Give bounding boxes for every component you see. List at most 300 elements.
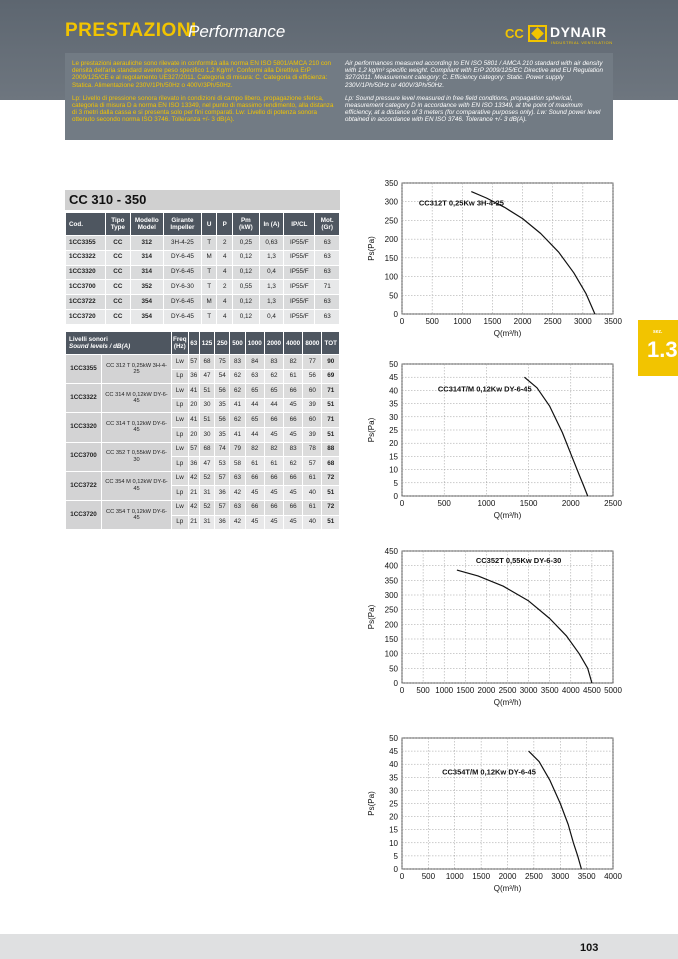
table-cell: 1,3 [259,295,284,310]
sound-value: 51 [322,427,340,442]
table-cell: 0,4 [259,265,284,280]
table-cell: DY-6-45 [164,309,202,324]
sound-value: 20 [188,398,199,413]
table-cell: 354 [130,309,163,324]
x-tick-label: 2500 [543,317,562,326]
x-tick-label: 2500 [498,686,517,695]
y-tick-label: 15 [389,452,398,462]
y-tick-label: 50 [389,734,398,743]
sound-value: 47 [199,457,214,472]
sound-value: 62 [230,413,245,428]
y-tick-label: 10 [389,838,398,848]
x-tick-label: 4500 [583,686,601,695]
sound-level-type: Lw [171,384,188,399]
sound-value: 65 [245,413,264,428]
section-tab-number: 1.3 [647,337,678,362]
sound-value: 41 [188,384,199,399]
y-axis-label: Ps(Pa) [367,791,376,816]
freq-column-header: 500 [230,332,245,355]
sound-value: 36 [215,486,230,501]
x-tick-label: 3000 [573,317,592,326]
y-tick-label: 5 [393,478,398,488]
sound-value: 61 [284,369,303,384]
y-tick-label: 35 [389,399,398,409]
table-cell: 63 [315,265,340,280]
column-header: P [217,213,233,236]
x-tick-label: 1500 [519,499,538,508]
table-cell: 352 [130,280,163,295]
table-cell: IP55/F [284,309,315,324]
y-axis-label: Ps(Pa) [367,604,376,630]
sound-value: 41 [230,398,245,413]
sound-value: 41 [230,427,245,442]
sound-value: 45 [245,515,264,530]
freq-column-header: 8000 [303,332,322,355]
table-cell: DY-6-45 [164,250,202,265]
sound-value: 71 [322,413,340,428]
sound-value: 61 [303,500,322,515]
table-cell: 4 [217,295,233,310]
sound-value: 66 [264,500,283,515]
column-header: Mot. (Gr) [315,213,340,236]
sound-value: 90 [322,355,340,370]
sound-value: 62 [230,369,245,384]
sound-value: 52 [199,471,214,486]
sound-value: 63 [230,471,245,486]
table-cell: 0,12 [233,250,260,265]
sound-level-type: Lp [171,457,188,472]
table-cell: IP55/F [284,265,315,280]
table-cell: 71 [315,280,340,295]
table-cell: 314 [130,250,163,265]
y-tick-label: 200 [384,235,398,245]
sound-level-type: Lw [171,442,188,457]
sound-value: 35 [215,427,230,442]
sound-value: 45 [264,486,283,501]
x-tick-label: 1000 [477,499,496,508]
table-cell: CC [106,309,131,324]
y-tick-label: 40 [389,760,398,770]
x-axis-label: Q(m³/h) [493,511,522,520]
sound-value: 31 [199,515,214,530]
table-cell: 1CC3722 [66,295,106,310]
sound-value: 31 [199,486,214,501]
y-tick-label: 150 [384,635,398,644]
sound-value: 82 [284,355,303,370]
sound-model-code: 1CC3722 [66,471,102,500]
table-cell: IP55/F [284,280,315,295]
table-cell: 63 [315,295,340,310]
sound-value: 77 [303,355,322,370]
section-title: CC 310 - 350 [65,190,340,210]
sound-levels-label-en: Sound levels / dB(A) [69,343,131,350]
freq-column-header: 250 [215,332,230,355]
sound-value: 35 [215,398,230,413]
sound-model-desc: CC 352 T 0,55kW DY-6-30 [102,442,172,471]
curve-label: CC352T 0,55Kw DY-6-30 [475,555,562,565]
sound-value: 83 [264,355,283,370]
table-cell: 0,63 [259,236,284,251]
sound-value: 44 [245,427,264,442]
table-cell: 3H-4-25 [164,236,202,251]
sound-level-type: Lw [171,355,188,370]
sound-value: 54 [215,369,230,384]
sound-value: 66 [264,471,283,486]
sound-value: 66 [245,500,264,515]
freq-column-header: TOT [322,332,340,355]
sound-level-type: Lp [171,369,188,384]
y-tick-label: 40 [389,386,398,396]
series-code: CC [505,26,524,41]
table-cell: T [201,280,217,295]
x-tick-label: 0 [399,499,405,508]
sound-value: 88 [322,442,340,457]
sound-value: 82 [264,442,283,457]
curve-label: CC312T 0,25Kw 3H-4-25 [418,198,504,208]
table-cell: 0,25 [233,236,260,251]
column-header: Cod. [66,213,106,236]
x-tick-label: 500 [437,499,451,508]
sound-value: 56 [215,384,230,399]
y-tick-label: 250 [384,216,398,226]
x-tick-label: 1000 [445,872,464,881]
column-header: IP/CL [284,213,315,236]
table-cell: M [201,295,217,310]
table-cell: CC [106,236,131,251]
x-tick-label: 2000 [513,317,532,326]
sound-value: 62 [230,384,245,399]
sound-model-desc: CC 354 T 0,12kW DY-6-45 [102,500,172,529]
y-tick-label: 35 [389,773,398,783]
performance-chart [367,179,622,338]
brand-name: DYNAIR [550,24,607,40]
x-axis-label: Q(m³/h) [493,329,522,338]
table-cell: T [201,309,217,324]
sound-value: 57 [188,355,199,370]
curve-label: CC354T/M 0,12Kw DY-6-45 [442,767,536,777]
sound-value: 62 [284,457,303,472]
table-cell: 63 [315,250,340,265]
sound-value: 53 [215,457,230,472]
y-tick-label: 5 [393,851,398,861]
sound-value: 57 [303,457,322,472]
x-tick-label: 4000 [561,686,580,695]
sound-value: 51 [322,398,340,413]
sound-value: 45 [284,486,303,501]
sound-value: 57 [188,442,199,457]
sound-value: 42 [230,515,245,530]
sound-value: 41 [188,413,199,428]
sound-value: 66 [264,413,283,428]
sound-model-code: 1CC3700 [66,442,102,471]
sound-value: 45 [245,486,264,501]
sound-value: 79 [230,442,245,457]
x-tick-label: 2500 [524,872,543,881]
sound-value: 62 [264,369,283,384]
sound-value: 78 [303,442,322,457]
table-cell: T [201,236,217,251]
x-tick-label: 1500 [456,686,475,695]
y-tick-label: 0 [393,492,398,501]
x-tick-label: 0 [399,317,405,326]
sound-value: 68 [199,442,214,457]
sound-value: 82 [245,442,264,457]
freq-column-header: 125 [199,332,214,355]
sound-level-type: Lp [171,427,188,442]
x-tick-label: 1000 [435,686,454,695]
table-cell: 63 [315,236,340,251]
sound-value: 72 [322,500,340,515]
table-cell: DY-6-30 [164,280,202,295]
freq-column-header: 1000 [245,332,264,355]
sound-model-code: 1CC3320 [66,413,102,442]
y-tick-label: 30 [389,412,398,422]
y-tick-label: 0 [393,679,398,688]
sound-value: 21 [188,515,199,530]
column-header: Tipo Type [106,213,131,236]
x-tick-label: 3500 [577,872,596,881]
table-cell: 0,4 [259,309,284,324]
sound-value: 36 [188,369,199,384]
sound-model-desc: CC 314 M 0,12kW DY-6-45 [102,384,172,413]
sound-value: 39 [303,398,322,413]
x-tick-label: 500 [425,317,439,326]
table-cell: 4 [217,265,233,280]
performance-chart [367,734,622,893]
table-cell: 1,3 [259,280,284,295]
table-cell: IP55/F [284,236,315,251]
x-tick-label: 0 [399,686,405,695]
sound-value: 42 [188,500,199,515]
y-tick-label: 100 [384,649,398,659]
sound-value: 74 [215,442,230,457]
sound-value: 65 [264,384,283,399]
table-cell: T [201,265,217,280]
page-subtitle: Performance [188,22,286,41]
footer-band [0,934,678,959]
y-tick-label: 25 [389,799,398,809]
sound-value: 45 [264,515,283,530]
sound-value: 42 [230,486,245,501]
brand-tagline: INDUSTRIAL VENTILATION [551,40,613,45]
sound-value: 20 [188,427,199,442]
table-cell: 1CC3322 [66,250,106,265]
y-tick-label: 0 [393,865,398,874]
sound-value: 42 [188,471,199,486]
table-cell: 1CC3700 [66,280,106,295]
sound-value: 68 [199,355,214,370]
sound-level-type: Lw [171,471,188,486]
page-number: 103 [580,942,599,954]
column-header: Modello Model [130,213,163,236]
sound-value: 69 [322,369,340,384]
sound-value: 51 [199,413,214,428]
sound-value: 51 [322,515,340,530]
table-cell: DY-6-45 [164,295,202,310]
column-header: U [201,213,217,236]
x-tick-label: 3000 [519,686,538,695]
sound-value: 56 [215,413,230,428]
table-cell: 312 [130,236,163,251]
sound-level-type: Lw [171,413,188,428]
freq-column-header: 63 [188,332,199,355]
sound-levels-label: Livelli sonori [69,336,108,343]
sound-value: 51 [322,486,340,501]
table-cell: 1,3 [259,250,284,265]
y-tick-label: 300 [384,197,398,207]
section-tab-label: sez. [653,329,663,335]
sound-value: 21 [188,486,199,501]
table-cell: 314 [130,265,163,280]
y-tick-label: 50 [389,291,398,301]
info-it-paragraph: Lp: Livello di pressione sonora rilevato in condizioni di campo libero, propagazione sferica, categoria di misura D a norma EN ISO 13349, nel punto di massimo rendimento, alla distanza di 3 metri dalla cassa e si presenta solo per fini comparati. Lw: Livello di potenza sonora ottenuto secondo norma ISO 3746. Tolleranza +/- 3 dB(A). [72,94,334,124]
sound-value: 57 [215,500,230,515]
sound-value: 61 [245,457,264,472]
sound-model-code: 1CC3355 [66,355,102,384]
x-tick-label: 2000 [477,686,496,695]
sound-value: 47 [199,369,214,384]
y-tick-label: 0 [393,310,398,319]
table-cell: 1CC3320 [66,265,106,280]
table-cell: 63 [315,309,340,324]
sound-value: 52 [199,500,214,515]
sound-model-desc: CC 314 T 0,12kW DY-6-45 [102,413,172,442]
sound-level-type: Lw [171,500,188,515]
sound-value: 30 [199,398,214,413]
sound-value: 39 [303,427,322,442]
table-cell: 0,55 [233,280,260,295]
x-tick-label: 5000 [604,686,622,695]
y-tick-label: 350 [384,576,398,586]
sound-value: 45 [284,515,303,530]
x-tick-label: 1500 [472,872,491,881]
table-cell: 4 [217,309,233,324]
sound-model-code: 1CC3322 [66,384,102,413]
sound-value: 56 [303,369,322,384]
table-cell: IP55/F [284,295,315,310]
sound-value: 63 [245,369,264,384]
sound-value: 72 [322,471,340,486]
x-tick-label: 0 [399,872,405,881]
table-cell: 0,12 [233,295,260,310]
sound-value: 45 [264,427,283,442]
x-axis-label: Q(m³/h) [493,698,522,707]
sound-value: 68 [322,457,340,472]
sound-value: 36 [215,515,230,530]
freq-column-header: 4000 [284,332,303,355]
sound-value: 84 [245,355,264,370]
table-cell: 2 [217,280,233,295]
sound-value: 60 [303,413,322,428]
table-cell: 4 [217,250,233,265]
sound-value: 65 [245,384,264,399]
info-en-paragraph: Lp: Sound pressure level measured in free field conditions, propagation spherical, measurement category D in accordance with EN ISO 13349, at the point of maximum efficiency, at a distance of 3 meters (for comparative purposes only). Lw: Sound power level obtained in accordance with EN ISO 3746. Tolerance +/- 3 dB(A). [345,94,601,124]
performance-chart [367,360,622,520]
page-title: PRESTAZIONI [65,20,197,41]
sound-value: 60 [303,384,322,399]
column-header: In (A) [259,213,284,236]
y-tick-label: 20 [389,439,398,449]
sound-value: 45 [284,427,303,442]
y-tick-label: 45 [389,747,398,757]
sound-value: 66 [284,500,303,515]
x-tick-label: 1500 [483,317,502,326]
table-cell: 0,12 [233,265,260,280]
table-cell: CC [106,280,131,295]
sound-value: 58 [230,457,245,472]
sound-value: 61 [264,457,283,472]
x-tick-label: 3000 [551,872,570,881]
y-tick-label: 15 [389,825,398,835]
table-cell: CC [106,250,131,265]
sound-value: 30 [199,427,214,442]
sound-value: 66 [245,471,264,486]
x-tick-label: 1000 [453,317,472,326]
freq-header: Freq (Hz) [171,332,188,355]
y-tick-label: 25 [389,426,398,435]
x-tick-label: 3500 [604,317,622,326]
x-tick-label: 2000 [498,872,517,881]
table-cell: IP55/F [284,250,315,265]
sound-value: 44 [245,398,264,413]
y-tick-label: 10 [389,465,398,475]
y-tick-label: 30 [389,786,398,796]
y-tick-label: 50 [389,664,398,674]
x-tick-label: 500 [421,872,436,881]
curve-label: CC314T/M 0,12Kw DY-6-45 [437,384,532,394]
table-cell: M [201,250,217,265]
sound-value: 44 [264,398,283,413]
x-axis-label: Q(m³/h) [493,884,522,893]
y-axis-label: Ps(Pa) [367,417,376,443]
sound-level-type: Lp [171,515,188,530]
y-tick-label: 400 [384,561,398,571]
column-header: Girante Impeller [164,213,202,236]
y-axis-label: Ps(Pa) [367,236,376,261]
table-cell: DY-6-45 [164,265,202,280]
sound-value: 61 [303,471,322,486]
y-tick-label: 45 [389,373,398,383]
sound-value: 51 [199,384,214,399]
x-tick-label: 4000 [604,872,622,881]
table-cell: CC [106,265,131,280]
y-tick-label: 300 [384,591,398,600]
sound-model-code: 1CC3720 [66,500,102,529]
table-cell: CC [106,295,131,310]
sound-value: 75 [215,355,230,370]
sound-value: 83 [230,355,245,370]
y-tick-label: 450 [384,547,398,556]
sound-value: 40 [303,486,322,501]
table-cell: 354 [130,295,163,310]
y-tick-label: 200 [384,620,398,630]
sound-level-type: Lp [171,398,188,413]
y-tick-label: 20 [389,812,398,822]
info-en-paragraph: Air performances measured according to EN ISO 5801 / AMCA 210 standard with air density with 1,2 kg/m³ specific weight. Compliant with ErP 2009/125/EC Directive and EU Regulation 327/2011. Measurement category: C. Efficiency category: Static. Power supply 230V/1Ph/50Hz or 400V/3Ph/50Hz. [345,60,604,89]
info-it-paragraph: Le prestazioni aerauliche sono rilevate in conformità alla norma EN ISO 5801/AMCA 210 con densità dell'aria standard avente peso specifico 1,2 Kg/m³. Conformi alla Direttiva ErP 2009/125/CE e al regolamento UE327/2011. Categoria di misura: C. Categoria di efficienza: Statica. Alimentazione 230V/1Ph/50Hz o 400V/3Ph/50Hz. [72,60,332,89]
sound-value: 66 [284,413,303,428]
x-tick-label: 2000 [561,499,580,508]
sound-value: 83 [284,442,303,457]
sound-value: 66 [284,384,303,399]
sound-value: 36 [188,457,199,472]
sound-model-desc: CC 354 M 0,12kW DY-6-45 [102,471,172,500]
performance-chart [367,547,622,707]
sound-model-desc: CC 312 T 0,25kW 3H-4-25 [102,355,172,384]
y-tick-label: 50 [389,360,398,369]
x-tick-label: 3500 [540,686,559,695]
table-cell: 0,12 [233,309,260,324]
